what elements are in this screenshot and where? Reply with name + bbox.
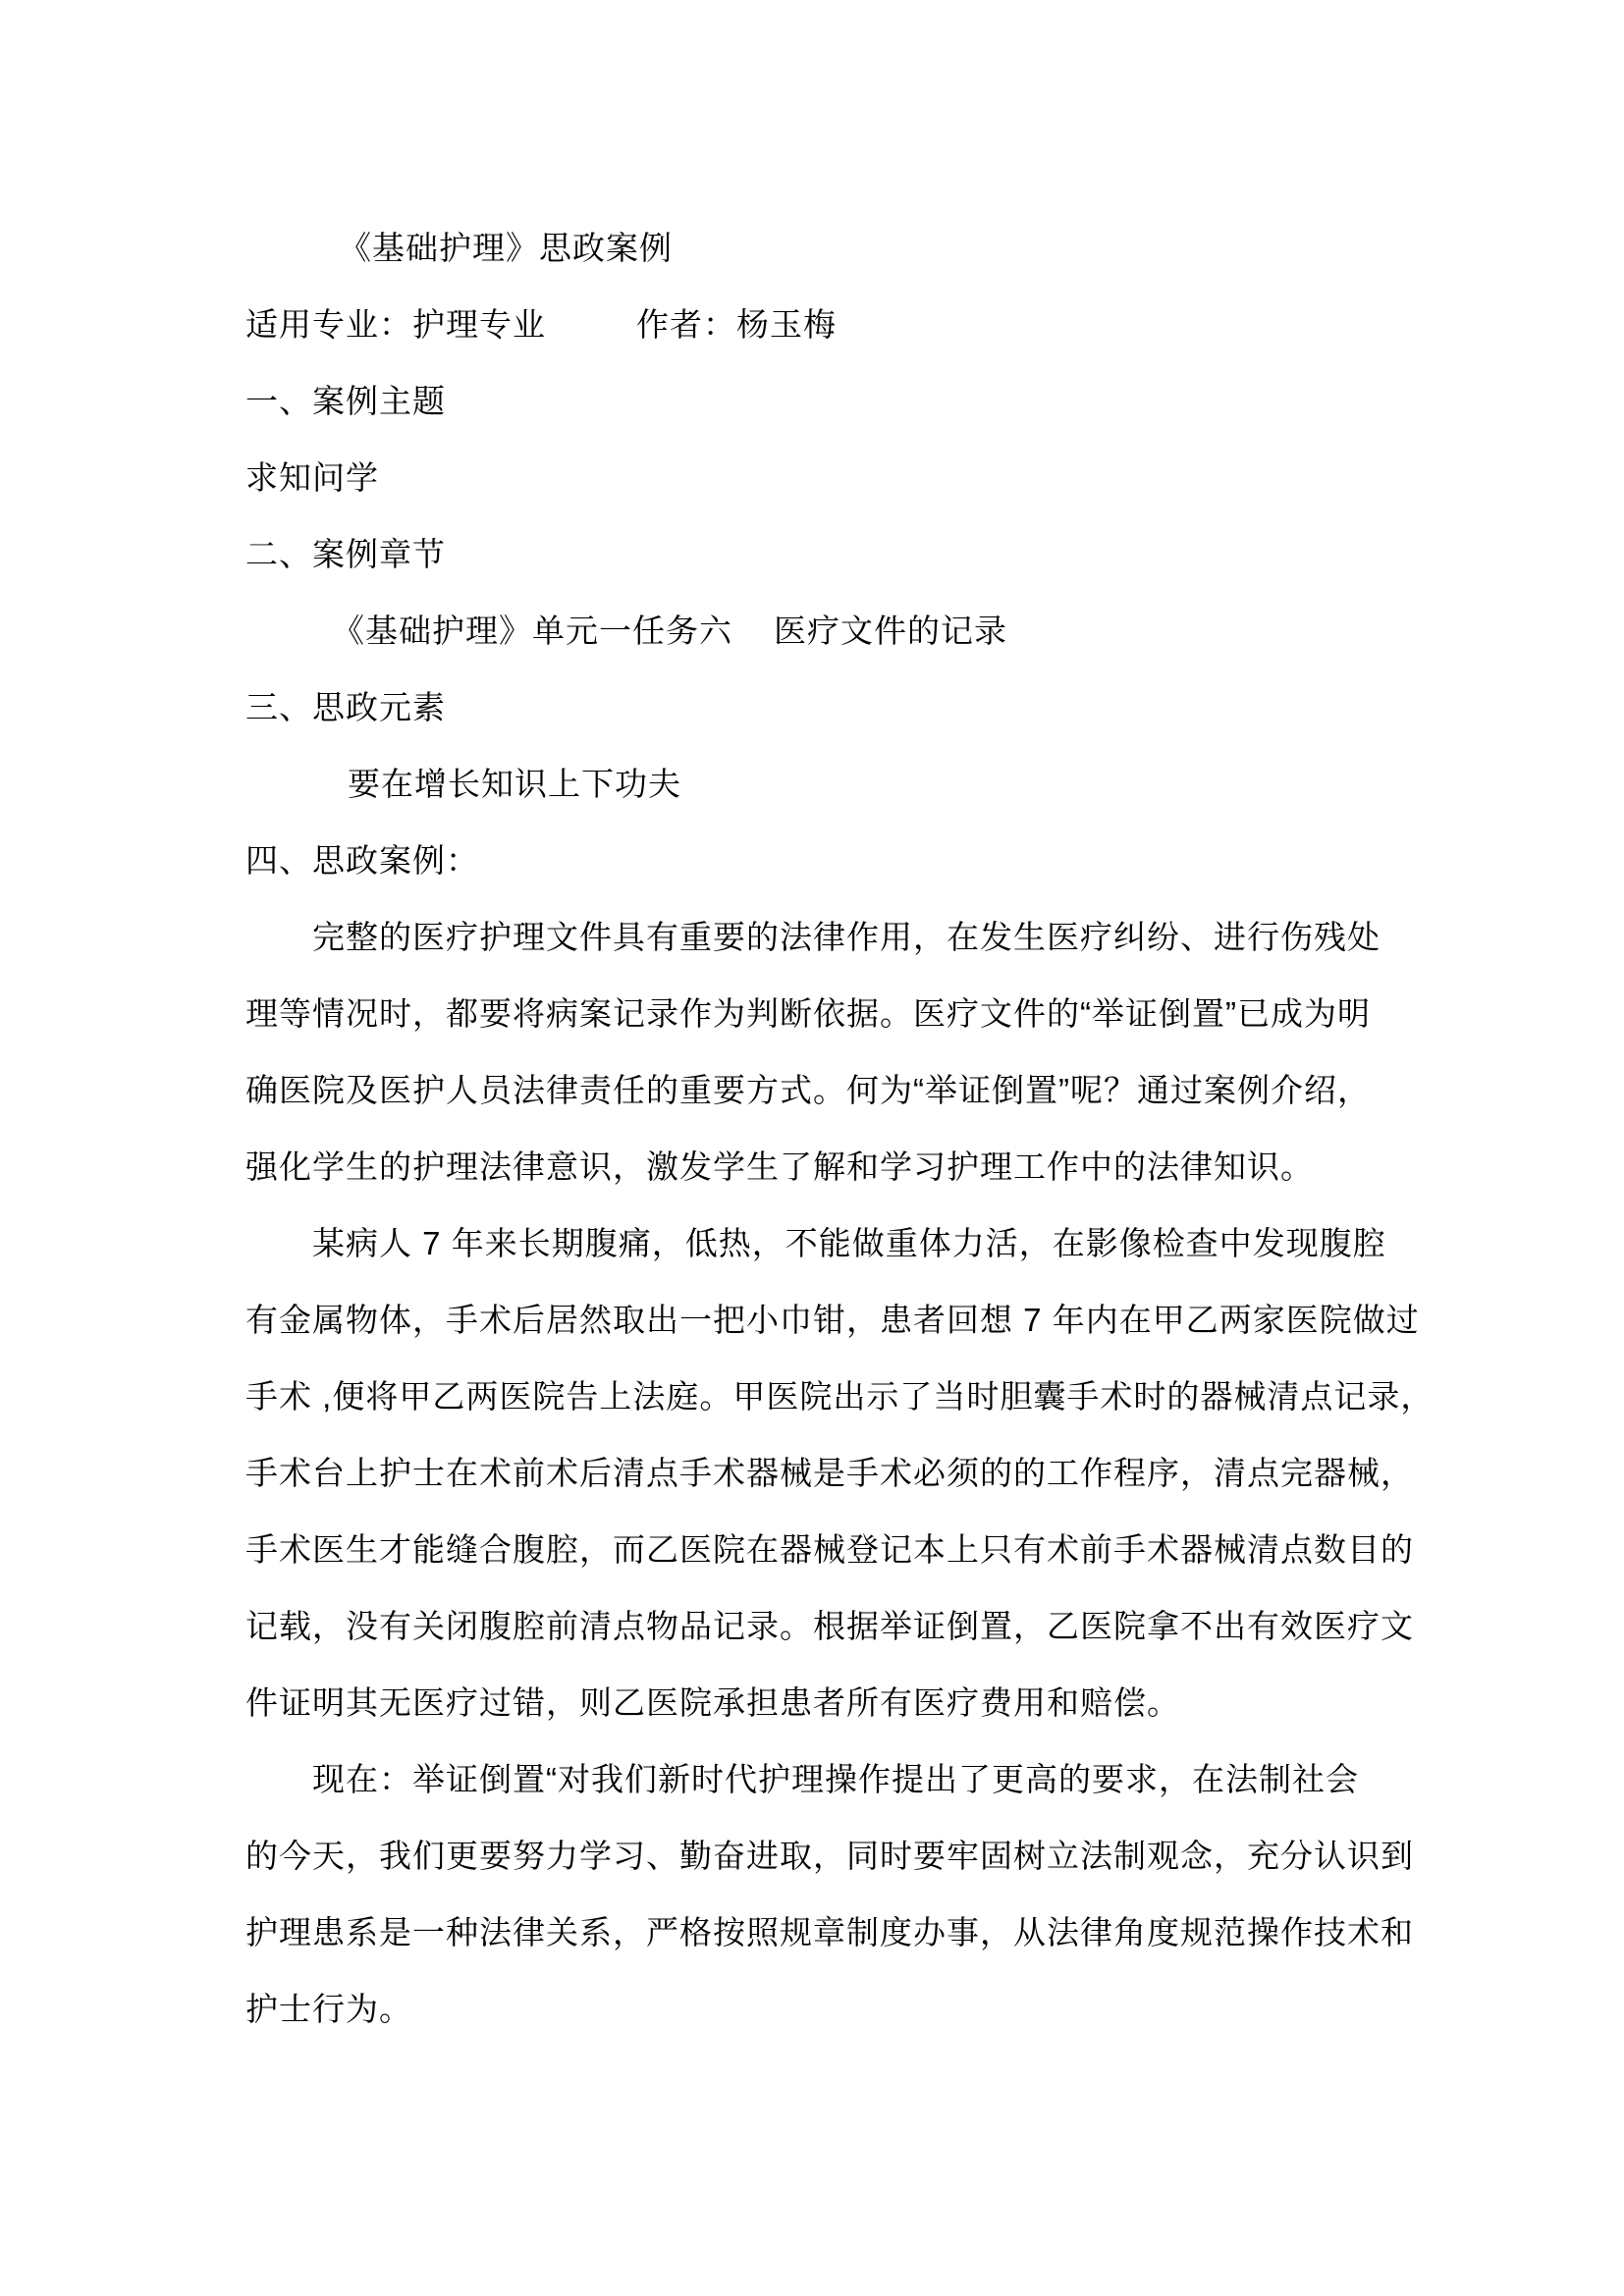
paragraph-line: 理等情况时，都要将病案记录作为判断依据。医疗文件的“举证倒置”已成为明 bbox=[245, 995, 1371, 1032]
paragraph-line: 护理患系是一种法律关系，严格按照规章制度办事，从法律角度规范操作技术和 bbox=[245, 1914, 1414, 1950]
section-1-heading: 一、案例主题 bbox=[245, 383, 446, 419]
paragraph-line: 手术 ,便将甲乙两医院告上法庭。甲医院出示了当时胆囊手术时的器械清点记录， bbox=[245, 1378, 1435, 1415]
paragraph-line: 的今天，我们更要努力学习、勤奋进取，同时要牢固树立法制观念，充分认识到 bbox=[245, 1838, 1414, 1874]
paragraph-line: 现在：举证倒置“对我们新时代护理操作提出了更高的要求，在法制社会 bbox=[312, 1761, 1359, 1797]
section-1-body-case-theme: 求知问学 bbox=[245, 459, 379, 496]
case-paragraphs bbox=[245, 899, 1435, 2048]
section-4-heading: 四、思政案例： bbox=[245, 842, 479, 879]
paragraph-line: 确医院及医护人员法律责任的重要方式。何为“举证倒置”呢？通过案例介绍， bbox=[245, 1072, 1371, 1108]
paragraph-line: 有金属物体，手术后居然取出一把小巾钳，患者回想 7 年内在甲乙两家医院做过 bbox=[245, 1302, 1420, 1338]
section-2-body-case-chapter bbox=[245, 593, 1379, 669]
case-paragraph bbox=[245, 1205, 1435, 1741]
chapter-topic: 医疗文件的记录 bbox=[774, 613, 1007, 649]
section-3-body-ideology-element: 要在增长知识上下功夫 bbox=[348, 766, 681, 802]
section-2-heading: 二、案例章节 bbox=[245, 536, 446, 572]
paragraph-line: 手术台上护士在术前术后清点手术器械是手术必须的的工作程序，清点完器械， bbox=[245, 1455, 1414, 1491]
chapter-name: 《基础护理》单元一任务六 bbox=[332, 613, 732, 649]
paragraph-line: 件证明其无医疗过错，则乙医院承担患者所有医疗费用和赔偿。 bbox=[245, 1684, 1180, 1721]
paragraph-line: 某病人 7 年来长期腹痛，低热，不能做重体力活，在影像检查中发现腹腔 bbox=[312, 1225, 1386, 1261]
doc-title: 《基础护理》思政案例 bbox=[339, 230, 673, 266]
paragraph-line: 手术医生才能缝合腹腔，而乙医院在器械登记本上只有术前手术器械清点数目的 bbox=[245, 1531, 1414, 1568]
case-paragraph bbox=[245, 899, 1379, 1205]
meta-line bbox=[245, 287, 1379, 363]
paragraph-line: 记载，没有关闭腹腔前清点物品记录。根据举证倒置，乙医院拿不出有效医疗文 bbox=[245, 1608, 1414, 1644]
author-label: 作者：杨玉梅 bbox=[636, 306, 837, 343]
case-paragraph bbox=[245, 1741, 1414, 2048]
applicable-major-label: 适用专业：护理专业 bbox=[245, 306, 546, 343]
paragraph-line: 护士行为。 bbox=[245, 1991, 412, 2027]
paragraph-line: 完整的医疗护理文件具有重要的法律作用，在发生医疗纠纷、进行伤残处 bbox=[312, 919, 1380, 955]
section-3-heading: 三、思政元素 bbox=[245, 689, 446, 725]
paragraph-line: 强化学生的护理法律意识，激发学生了解和学习护理工作中的法律知识。 bbox=[245, 1148, 1314, 1185]
